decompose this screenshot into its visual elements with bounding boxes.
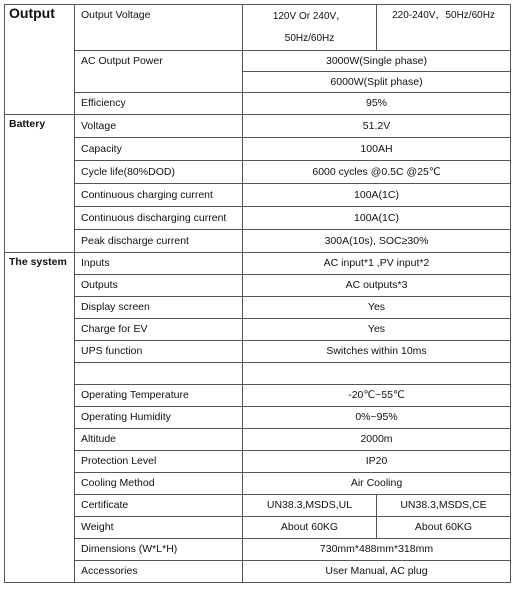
table-row	[5, 5, 511, 51]
row-label: Operating Temperature	[75, 385, 243, 407]
row-label: Weight	[75, 517, 243, 539]
table-row	[5, 297, 511, 319]
row-value: 51.2V	[243, 115, 511, 138]
table-row	[5, 184, 511, 207]
row-value: 100A(1C)	[243, 184, 511, 207]
value-line: 120V Or 240V，	[272, 10, 347, 22]
table-row	[5, 451, 511, 473]
section-battery: Battery	[5, 115, 75, 253]
table-row	[5, 93, 511, 115]
row-value: AC input*1 ,PV input*2	[243, 253, 511, 275]
row-label: Continuous charging current	[75, 184, 243, 207]
table-row	[5, 138, 511, 161]
table-row	[5, 275, 511, 297]
row-value: IP20	[243, 451, 511, 473]
table-row	[5, 517, 511, 539]
table-row	[5, 253, 511, 275]
row-label: Accessories	[75, 561, 243, 583]
section-system: The system	[5, 253, 75, 583]
row-value: 0%~95%	[243, 407, 511, 429]
row-label: Protection Level	[75, 451, 243, 473]
row-value: Switches within 10ms	[243, 341, 511, 363]
row-label: Operating Humidity	[75, 407, 243, 429]
row-value: User Manual, AC plug	[243, 561, 511, 583]
table-row	[5, 115, 511, 138]
section-output: Output	[5, 5, 75, 115]
row-label: Inputs	[75, 253, 243, 275]
table-row	[5, 473, 511, 495]
row-label: Continuous discharging current	[75, 207, 243, 230]
row-value: UN38.3,MSDS,UL	[243, 495, 377, 517]
row-value: 100AH	[243, 138, 511, 161]
row-label: Certificate	[75, 495, 243, 517]
row-value: 730mm*488mm*318mm	[243, 539, 511, 561]
row-label: Altitude	[75, 429, 243, 451]
row-label: Cycle life(80%DOD)	[75, 161, 243, 184]
table-row	[5, 407, 511, 429]
table-row	[5, 495, 511, 517]
row-value: AC outputs*3	[243, 275, 511, 297]
table-row	[5, 230, 511, 253]
row-value: 6000 cycles @0.5C @25℃	[243, 161, 511, 184]
row-label: Efficiency	[75, 93, 243, 115]
row-value: 6000W(Split phase)	[243, 72, 511, 93]
row-label: Display screen	[75, 297, 243, 319]
table-row	[5, 561, 511, 583]
row-label: UPS function	[75, 341, 243, 363]
row-value: 2000m	[243, 429, 511, 451]
row-label: Outputs	[75, 275, 243, 297]
row-value: Yes	[243, 297, 511, 319]
table-row	[5, 51, 511, 72]
table-row	[5, 161, 511, 184]
row-value: About 60KG	[377, 517, 511, 539]
table-row	[5, 341, 511, 363]
value-line: 50Hz/60Hz	[284, 32, 335, 44]
empty-cell	[75, 363, 243, 385]
row-label: Dimensions (W*L*H)	[75, 539, 243, 561]
table-row-empty	[5, 363, 511, 385]
table-row	[5, 385, 511, 407]
row-label: Output Voltage	[75, 5, 243, 51]
row-value: 300A(10s), SOC≥30%	[243, 230, 511, 253]
row-label: Capacity	[75, 138, 243, 161]
table-row	[5, 429, 511, 451]
table-row	[5, 207, 511, 230]
empty-cell	[243, 363, 511, 385]
row-value: Yes	[243, 319, 511, 341]
row-value: 95%	[243, 93, 511, 115]
row-value: 3000W(Single phase)	[243, 51, 511, 72]
row-value: Air Cooling	[243, 473, 511, 495]
row-value: 220-240V，50Hz/60Hz	[377, 5, 511, 51]
row-value: UN38.3,MSDS,CE	[377, 495, 511, 517]
row-label: AC Output Power	[75, 51, 243, 93]
row-value: About 60KG	[243, 517, 377, 539]
row-value	[243, 5, 377, 51]
table-row	[5, 539, 511, 561]
row-label: Cooling Method	[75, 473, 243, 495]
row-label: Voltage	[75, 115, 243, 138]
row-label: Charge for EV	[75, 319, 243, 341]
table-row	[5, 319, 511, 341]
spec-table	[4, 4, 511, 583]
row-value: 100A(1C)	[243, 207, 511, 230]
row-label: Peak discharge current	[75, 230, 243, 253]
row-value: -20℃~55℃	[243, 385, 511, 407]
